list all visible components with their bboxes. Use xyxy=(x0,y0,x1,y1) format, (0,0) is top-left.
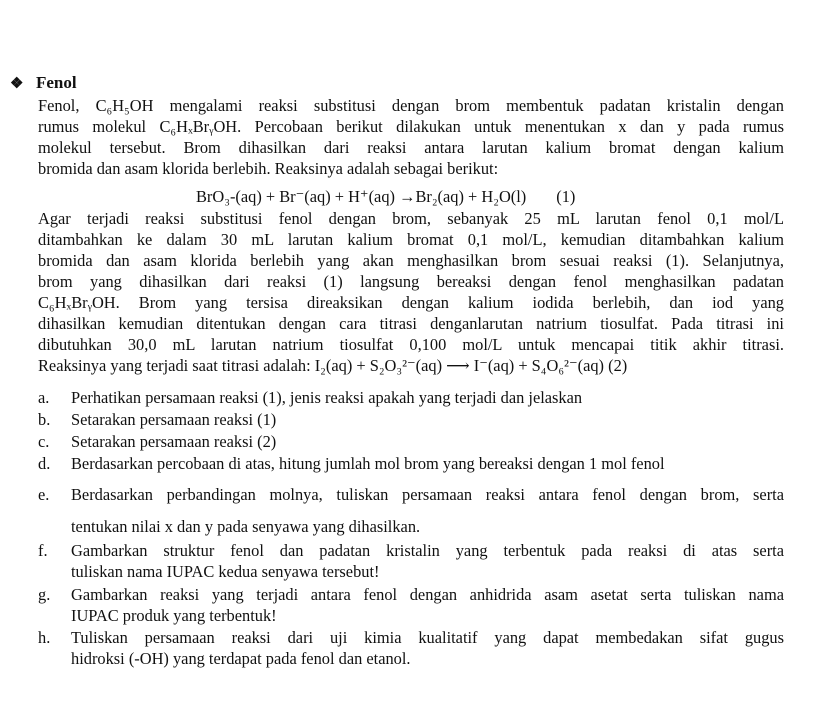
intro-paragraph xyxy=(38,95,784,179)
equation-1 xyxy=(196,186,575,207)
question-label: a. xyxy=(38,388,50,407)
body-line: brom yang dihasilkan dari reaksi (1) langsung bereaksi dengan fenol menghasilkan padatan xyxy=(38,272,784,291)
body-line: dibutuhkan 30,0 mL larutan natrium tiosulfat 0,100 mol/L untuk mencapai titik akhir titrasi. xyxy=(38,335,784,354)
question-text: IUPAC produk yang terbentuk! xyxy=(71,606,277,625)
question-text: Setarakan persamaan reaksi (1) xyxy=(71,410,277,429)
equation-1-text: BrO₃-(aq) + Br⁻(aq) + H⁺(aq) →Br₂(aq) + H₂O(l) xyxy=(196,187,527,206)
body-paragraph xyxy=(38,208,784,376)
section-title: Fenol xyxy=(36,73,77,92)
question-text: Setarakan persamaan reaksi (2) xyxy=(71,432,277,451)
question-text: Perhatikan persamaan reaksi (1), jenis reaksi apakah yang terjadi dan jelaskan xyxy=(71,388,583,407)
question-label: b. xyxy=(38,410,51,429)
question-label: e. xyxy=(38,485,50,504)
body-line: Agar terjadi reaksi substitusi fenol dengan brom, sebanyak 25 mL larutan fenol 0,1 mol/L xyxy=(38,209,784,228)
intro-line: bromida dan asam klorida berlebih. Reaksinya adalah sebagai berikut: xyxy=(38,159,499,178)
question-text: tentukan nilai x dan y pada senyawa yang dihasilkan. xyxy=(71,517,421,536)
question-label: h. xyxy=(38,628,51,647)
diamond-bullet-icon: ❖ xyxy=(10,76,24,92)
question-text: Berdasarkan perbandingan molnya, tuliskan persamaan reaksi antara fenol dengan brom, serta xyxy=(71,485,784,504)
body-line: dihasilkan kemudian ditentukan dengan cara titrasi denganlarutan natrium tiosulfat. Pada titrasi ini xyxy=(38,314,784,333)
question-label: d. xyxy=(38,454,51,473)
question-text: hidroksi (-OH) yang terdapat pada fenol dan etanol. xyxy=(71,649,411,668)
question-text: Berdasarkan percobaan di atas, hitung jumlah mol brom yang bereaksi dengan 1 mol fenol xyxy=(71,454,665,473)
intro-line: molekul tersebut. Brom dihasilkan dari reaksi antara larutan kalium bromat dengan kalium xyxy=(38,138,784,157)
section-heading xyxy=(10,73,77,94)
equation-1-number: (1) xyxy=(556,187,576,206)
body-line: ditambahkan ke dalam 30 mL larutan kalium bromat 0,1 mol/L, kemudian ditambahkan kalium xyxy=(38,230,784,249)
question-text: Gambarkan struktur fenol dan padatan kristalin yang terbentuk pada reaksi di atas serta xyxy=(71,541,784,560)
body-line: bromida dan asam klorida berlebih yang akan menghasilkan brom sesuai reaksi (1). Selanjutnya, xyxy=(38,251,784,270)
body-line: C₆HₓBrᵧOH. Brom yang tersisa direaksikan dengan kalium iodida berlebih, dan iod yang xyxy=(38,293,784,312)
body-line: Reaksinya yang terjadi saat titrasi adalah: I₂(aq) + S₂O₃²⁻(aq) ⟶ I⁻(aq) + S₄O₆²⁻(aq) (2) xyxy=(38,356,628,375)
question-label: g. xyxy=(38,585,51,604)
question-text: tuliskan nama IUPAC kedua senyawa tersebut! xyxy=(71,562,380,581)
intro-line: rumus molekul C₆HₓBrᵧOH. Percobaan berikut dilakukan untuk menentukan x dan y pada rumus xyxy=(38,117,784,136)
question-label: c. xyxy=(38,432,50,451)
question-text: Tuliskan persamaan reaksi dari uji kimia kualitatif yang dapat membedakan sifat gugus xyxy=(71,628,784,647)
question-label: f. xyxy=(38,541,48,560)
intro-line: Fenol, C₆H₅OH mengalami reaksi substitusi dengan brom membentuk padatan kristalin dengan xyxy=(38,96,784,115)
question-text: Gambarkan reaksi yang terjadi antara fenol dengan anhidrida asam asetat serta tuliskan nama xyxy=(71,585,784,604)
